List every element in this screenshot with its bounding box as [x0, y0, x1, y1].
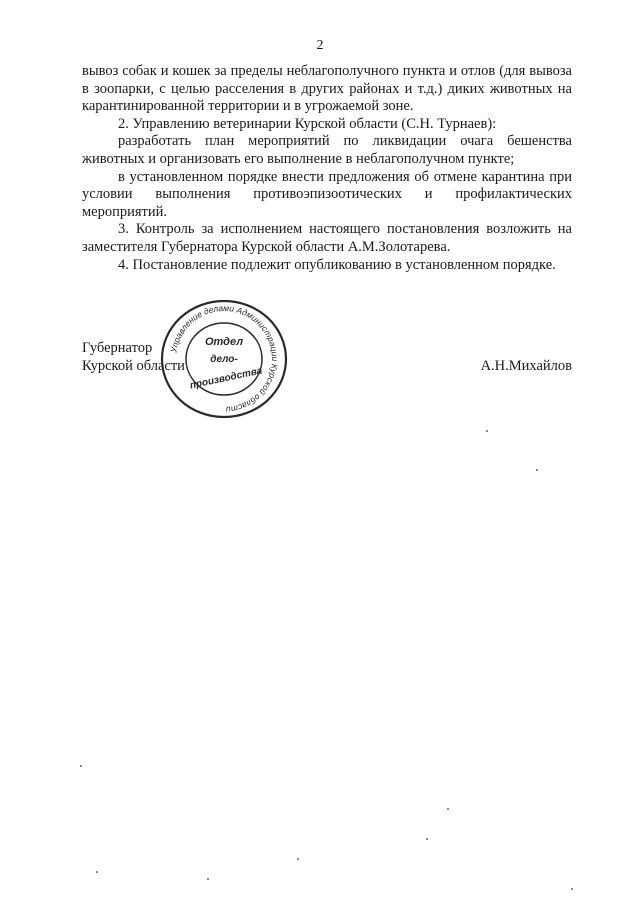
scan-speck [96, 871, 98, 873]
scan-speck [571, 888, 573, 890]
signatory-title-line-1: Губернатор [82, 340, 153, 356]
page-number: 2 [316, 38, 324, 53]
scan-speck [80, 765, 82, 767]
official-stamp [158, 298, 290, 420]
signatory-title-line-2: Курской области [82, 357, 185, 374]
scan-speck [447, 808, 449, 810]
scan-speck [426, 838, 428, 840]
paragraph-continuation: вывоз собак и кошек за пределы неблагополучного пункта и отлов (для вывоза в зоопарки, с целью расселения в других районах и т.д.) диких животных на карантинированной территории и в угрожаемой зоне. [82, 63, 572, 115]
scan-speck [207, 878, 209, 880]
paragraph-item-3: 3. Контроль за исполнением настоящего постановления возложить на заместителя Губернатора Курской области А.М.Золотарева. [82, 221, 572, 255]
signature-block [82, 340, 572, 380]
signatory-name: А.Н.Михайлов [480, 358, 572, 374]
paragraph-plan: разработать план мероприятий по ликвидации очага бешенства животных и организовать его выполнение в неблагополучном пункте; [82, 133, 572, 167]
stamp-center-line-2: дело- [210, 354, 238, 365]
document-body [82, 63, 572, 274]
scan-speck [486, 430, 488, 432]
stamp-ring-text: Управление делами Администрации Курской области [168, 302, 281, 416]
stamp-center-line-3: производства [188, 365, 264, 392]
scan-speck [536, 469, 538, 471]
paragraph-item-2: 2. Управлению ветеринарии Курской области (С.Н. Турнаев): [118, 115, 497, 132]
stamp-center-line-1: Отдел [204, 336, 244, 348]
paragraph-quarantine: в установленном порядке внести предложения об отмене карантина при условии выполнения противоэпизоотических и профилактических мероприятий. [82, 168, 572, 220]
paragraph-item-4: 4. Постановление подлежит опубликованию в установленном порядке. [118, 256, 556, 273]
scan-speck [297, 858, 299, 860]
